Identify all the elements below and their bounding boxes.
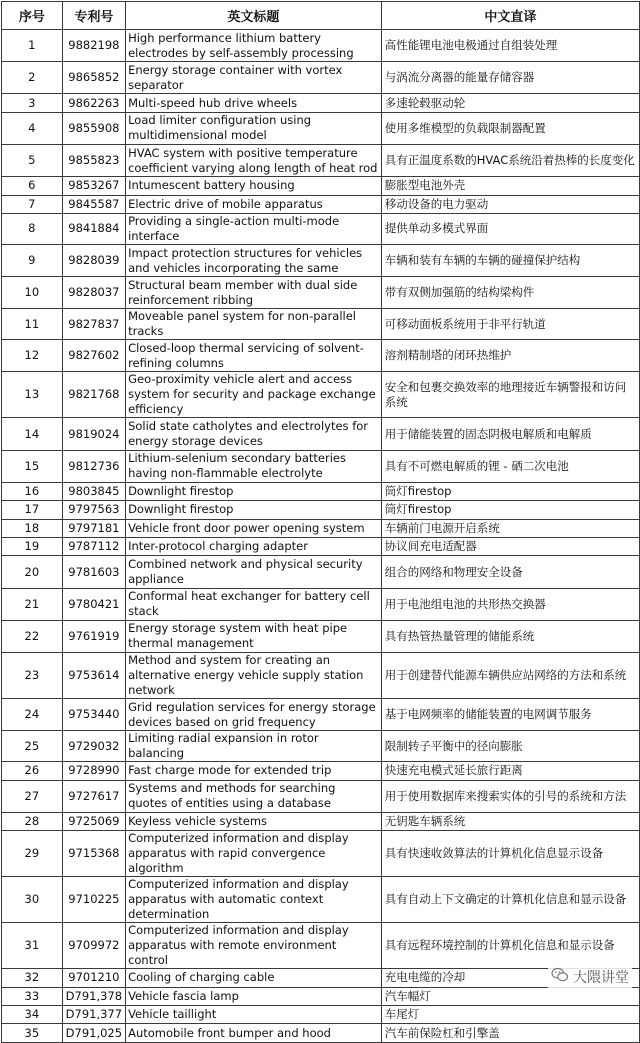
row-seq: 17	[2, 501, 63, 519]
row-en-title: Electric drive of mobile apparatus	[126, 195, 382, 213]
row-seq: 33	[2, 987, 63, 1005]
row-patent-number: 9787112	[62, 538, 125, 556]
table-row	[2, 987, 640, 1005]
table-row	[2, 519, 640, 537]
row-patent-number: 9701210	[62, 969, 125, 987]
row-seq: 1	[2, 30, 63, 62]
table-row	[2, 112, 640, 144]
row-zh-title: 充电电缆的冷却	[381, 969, 639, 987]
row-en-title: Load limiter configuration using multidimensional model	[126, 112, 382, 144]
row-seq: 9	[2, 244, 63, 276]
row-seq: 14	[2, 418, 63, 450]
row-patent-number: 9827837	[62, 309, 125, 340]
table-row	[2, 831, 640, 877]
row-zh-title: 限制转子平衡中的径向膨胀	[381, 731, 639, 762]
row-seq: 29	[2, 831, 63, 877]
row-seq: 32	[2, 969, 63, 987]
table-row	[2, 450, 640, 482]
table-row	[2, 482, 640, 500]
table-row	[2, 30, 640, 62]
row-patent-number: 9753614	[62, 652, 125, 698]
row-en-title: High performance lithium battery electrodes by self-assembly processing	[126, 30, 382, 62]
row-patent-number: D791,025	[62, 1024, 125, 1042]
row-zh-title: 筒灯firestop	[381, 482, 639, 500]
header-en-title: 英文标题	[126, 2, 382, 30]
row-seq: 4	[2, 112, 63, 144]
row-seq: 23	[2, 652, 63, 698]
row-patent-number: 9819024	[62, 418, 125, 450]
row-zh-title: 用于使用数据库来搜索实体的引号的系统和方法	[381, 780, 639, 812]
row-seq: 10	[2, 277, 63, 309]
row-seq: 11	[2, 309, 63, 340]
wechat-icon	[551, 967, 569, 987]
row-patent-number: 9803845	[62, 482, 125, 500]
row-en-title: Impact protection structures for vehicles and vehicles incorporating the same	[126, 244, 382, 276]
row-seq: 15	[2, 450, 63, 482]
row-zh-title: 协议间充电适配器	[381, 538, 639, 556]
patent-table	[1, 1, 640, 1043]
header-seq: 序号	[2, 2, 63, 30]
row-seq: 5	[2, 144, 63, 176]
row-patent-number: 9828037	[62, 277, 125, 309]
table-row	[2, 244, 640, 276]
row-patent-number: 9729032	[62, 731, 125, 762]
row-patent-number: 9725069	[62, 812, 125, 830]
row-patent-number: 9753440	[62, 698, 125, 730]
row-zh-title: 与涡流分离器的能量存储容器	[381, 62, 639, 94]
row-seq: 24	[2, 698, 63, 730]
table-row	[2, 780, 640, 812]
row-patent-number: 9761919	[62, 620, 125, 652]
row-zh-title: 溶剂精制塔的闭环热维护	[381, 340, 639, 372]
row-patent-number: 9882198	[62, 30, 125, 62]
row-en-title: Intumescent battery housing	[126, 177, 382, 195]
row-zh-title: 提供单动多模式界面	[381, 213, 639, 244]
row-patent-number: D791,377	[62, 1005, 125, 1023]
table-row	[2, 762, 640, 780]
row-patent-number: 9845587	[62, 195, 125, 213]
table-row	[2, 731, 640, 762]
row-en-title: Combined network and physical security appliance	[126, 556, 382, 588]
row-en-title: Computerized information and display apparatus with rapid convergence algorithm	[126, 831, 382, 877]
table-row	[2, 588, 640, 620]
row-patent-number: 9855908	[62, 112, 125, 144]
row-seq: 28	[2, 812, 63, 830]
row-zh-title: 车尾灯	[381, 1005, 639, 1023]
table-row	[2, 620, 640, 652]
row-seq: 25	[2, 731, 63, 762]
table-row	[2, 538, 640, 556]
row-en-title: Fast charge mode for extended trip	[126, 762, 382, 780]
table-row	[2, 923, 640, 969]
header-patent: 专利号	[62, 2, 125, 30]
row-zh-title: 汽车幅灯	[381, 987, 639, 1005]
table-row	[2, 372, 640, 418]
row-patent-number: 9841884	[62, 213, 125, 244]
row-seq: 7	[2, 195, 63, 213]
row-patent-number: 9780421	[62, 588, 125, 620]
row-zh-title: 基于电网频率的储能装置的电网调节服务	[381, 698, 639, 730]
row-zh-title: 具有热管热量管理的储能系统	[381, 620, 639, 652]
row-patent-number: 9781603	[62, 556, 125, 588]
table-row	[2, 812, 640, 830]
row-zh-title: 安全和包裹交换效率的地理接近车辆警报和访问系统	[381, 372, 639, 418]
row-en-title: Solid state catholytes and electrolytes for energy storage devices	[126, 418, 382, 450]
table-row	[2, 501, 640, 519]
row-zh-title: 高性能锂电池电极通过自组装处理	[381, 30, 639, 62]
row-zh-title: 具有不可燃电解质的锂 - 硒二次电池	[381, 450, 639, 482]
table-row	[2, 1005, 640, 1023]
row-zh-title: 移动设备的电力驱动	[381, 195, 639, 213]
row-seq: 31	[2, 923, 63, 969]
row-zh-title: 具有快速收敛算法的计算机化信息显示设备	[381, 831, 639, 877]
row-en-title: Automobile front bumper and hood	[126, 1024, 382, 1042]
row-seq: 2	[2, 62, 63, 94]
row-seq: 27	[2, 780, 63, 812]
row-zh-title: 用于储能装置的固态阴极电解质和电解质	[381, 418, 639, 450]
row-seq: 12	[2, 340, 63, 372]
row-zh-title: 用于电池组电池的共形热交换器	[381, 588, 639, 620]
row-patent-number: 9727617	[62, 780, 125, 812]
row-zh-title: 使用多维模型的负载限制器配置	[381, 112, 639, 144]
row-seq: 26	[2, 762, 63, 780]
table-row	[2, 418, 640, 450]
row-patent-number: D791,378	[62, 987, 125, 1005]
row-en-title: Energy storage container with vortex separator	[126, 62, 382, 94]
row-seq: 35	[2, 1024, 63, 1042]
table-row	[2, 340, 640, 372]
table-row	[2, 698, 640, 730]
row-zh-title: 车辆前门电源开启系统	[381, 519, 639, 537]
row-patent-number: 9812736	[62, 450, 125, 482]
row-zh-title: 具有远程环境控制的计算机化信息和显示设备	[381, 923, 639, 969]
row-en-title: Closed-loop thermal servicing of solvent-refining columns	[126, 340, 382, 372]
row-en-title: Keyless vehicle systems	[126, 812, 382, 830]
row-en-title: Method and system for creating an alternative energy vehicle supply station network	[126, 652, 382, 698]
row-en-title: HVAC system with positive temperature coefficient varying along length of heat rod	[126, 144, 382, 176]
row-zh-title: 具有正温度系数的HVAC系统沿着热棒的长度变化	[381, 144, 639, 176]
table-row	[2, 144, 640, 176]
row-en-title: Systems and methods for searching quotes of entities using a database	[126, 780, 382, 812]
row-patent-number: 9710225	[62, 877, 125, 923]
row-en-title: Grid regulation services for energy storage devices based on grid frequency	[126, 698, 382, 730]
row-patent-number: 9862263	[62, 94, 125, 112]
row-seq: 3	[2, 94, 63, 112]
header-row	[2, 2, 640, 30]
table-row	[2, 969, 640, 987]
row-zh-title: 车辆和装有车辆的车辆的碰撞保护结构	[381, 244, 639, 276]
row-seq: 34	[2, 1005, 63, 1023]
row-patent-number: 9855823	[62, 144, 125, 176]
table-row	[2, 62, 640, 94]
row-patent-number: 9728990	[62, 762, 125, 780]
row-zh-title: 膨胀型电池外壳	[381, 177, 639, 195]
row-en-title: Inter-protocol charging adapter	[126, 538, 382, 556]
row-zh-title: 无钥匙车辆系统	[381, 812, 639, 830]
row-patent-number: 9709972	[62, 923, 125, 969]
row-en-title: Downlight firestop	[126, 482, 382, 500]
row-zh-title: 具有自动上下文确定的计算机化信息和显示设备	[381, 877, 639, 923]
row-en-title: Downlight firestop	[126, 501, 382, 519]
row-zh-title: 组合的网络和物理安全设备	[381, 556, 639, 588]
row-seq: 8	[2, 213, 63, 244]
row-seq: 20	[2, 556, 63, 588]
row-en-title: Geo-proximity vehicle alert and access system for security and package exchange efficiency	[126, 372, 382, 418]
row-zh-title: 用于创建替代能源车辆供应站网络的方法和系统	[381, 652, 639, 698]
table-row	[2, 556, 640, 588]
row-en-title: Structural beam member with dual side reinforcement ribbing	[126, 277, 382, 309]
row-zh-title: 可移动面板系统用于非平行轨道	[381, 309, 639, 340]
row-seq: 18	[2, 519, 63, 537]
row-en-title: Multi-speed hub drive wheels	[126, 94, 382, 112]
row-en-title: Limiting radial expansion in rotor balancing	[126, 731, 382, 762]
table-row	[2, 877, 640, 923]
table-row	[2, 195, 640, 213]
row-en-title: Vehicle fascia lamp	[126, 987, 382, 1005]
watermark-text: 大隈讲堂	[573, 970, 629, 986]
row-en-title: Providing a single-action multi-mode interface	[126, 213, 382, 244]
table-row	[2, 213, 640, 244]
table-row	[2, 309, 640, 340]
row-en-title: Energy storage system with heat pipe thermal management	[126, 620, 382, 652]
row-seq: 13	[2, 372, 63, 418]
row-patent-number: 9828039	[62, 244, 125, 276]
row-en-title: Cooling of charging cable	[126, 969, 382, 987]
row-zh-title: 汽车前保险杠和引擎盖	[381, 1024, 639, 1042]
row-seq: 16	[2, 482, 63, 500]
row-zh-title: 快速充电模式延长旅行距离	[381, 762, 639, 780]
table-row	[2, 177, 640, 195]
row-seq: 22	[2, 620, 63, 652]
row-patent-number: 9715368	[62, 831, 125, 877]
row-patent-number: 9797563	[62, 501, 125, 519]
row-seq: 19	[2, 538, 63, 556]
row-seq: 6	[2, 177, 63, 195]
row-en-title: Computerized information and display apparatus with remote environment control	[126, 923, 382, 969]
row-zh-title: 带有双侧加强筋的结构梁构件	[381, 277, 639, 309]
row-zh-title: 多速轮毂驱动轮	[381, 94, 639, 112]
row-en-title: Vehicle taillight	[126, 1005, 382, 1023]
header-zh-title: 中文直译	[381, 2, 639, 30]
row-en-title: Lithium-selenium secondary batteries having non-flammable electrolyte	[126, 450, 382, 482]
row-patent-number: 9821768	[62, 372, 125, 418]
row-zh-title: 筒灯firestop	[381, 501, 639, 519]
row-en-title: Computerized information and display apparatus with automatic context determination	[126, 877, 382, 923]
row-en-title: Vehicle front door power opening system	[126, 519, 382, 537]
watermark	[548, 966, 632, 988]
table-row	[2, 94, 640, 112]
table-row	[2, 1024, 640, 1042]
row-seq: 21	[2, 588, 63, 620]
row-patent-number: 9797181	[62, 519, 125, 537]
row-seq: 30	[2, 877, 63, 923]
row-patent-number: 9865852	[62, 62, 125, 94]
row-patent-number: 9827602	[62, 340, 125, 372]
table-row	[2, 277, 640, 309]
table-row	[2, 652, 640, 698]
row-en-title: Moveable panel system for non-parallel tracks	[126, 309, 382, 340]
row-patent-number: 9853267	[62, 177, 125, 195]
row-en-title: Conformal heat exchanger for battery cell stack	[126, 588, 382, 620]
